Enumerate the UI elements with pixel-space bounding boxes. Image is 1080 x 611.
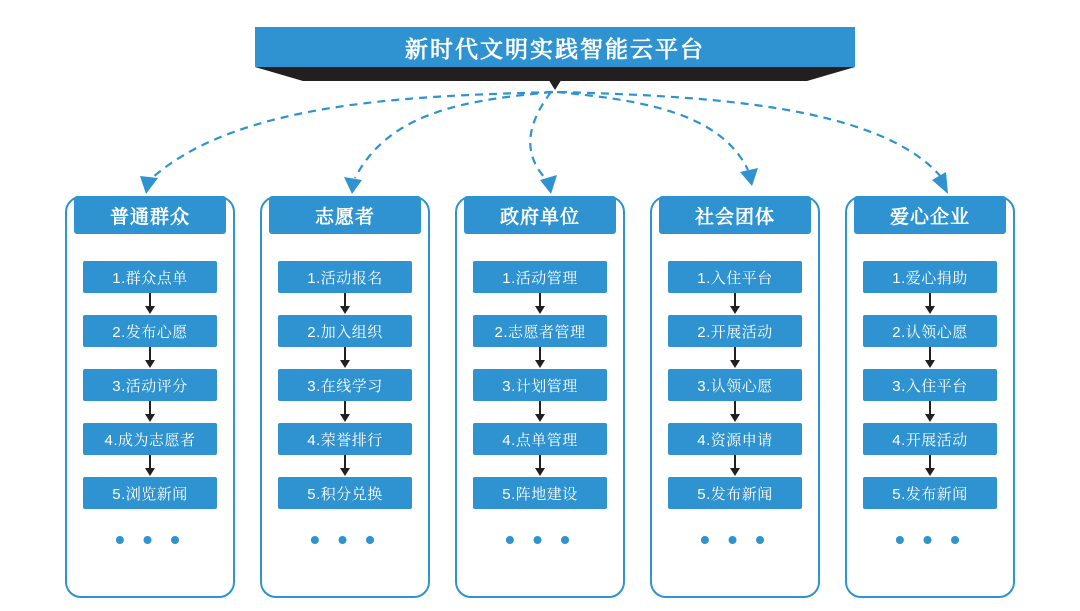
column-item[interactable]: 4.荣誉排行 — [278, 423, 412, 455]
column-item[interactable]: 1.入住平台 — [668, 261, 802, 293]
column-item[interactable]: 1.爱心捐助 — [863, 261, 997, 293]
down-arrow-icon — [925, 455, 935, 477]
banner-shadow-trapezoid — [255, 67, 855, 81]
connector-arrowhead-2 — [344, 177, 362, 194]
column-header[interactable]: 社会团体 — [659, 196, 811, 234]
connector-to-column-3 — [530, 92, 551, 178]
column-header[interactable]: 爱心企业 — [854, 196, 1006, 234]
column-item[interactable]: 3.入住平台 — [863, 369, 997, 401]
column-item[interactable]: 3.活动评分 — [83, 369, 217, 401]
connector-to-column-2 — [355, 92, 552, 178]
down-arrow-icon — [340, 401, 350, 423]
column-item[interactable]: 5.发布新闻 — [668, 477, 802, 509]
connector-arrowhead-1 — [140, 176, 158, 194]
connector-to-column-4 — [557, 92, 748, 170]
role-columns — [0, 196, 1080, 598]
column-item[interactable]: 2.认领心愿 — [863, 315, 997, 347]
down-arrow-icon — [340, 293, 350, 315]
down-arrow-icon — [925, 293, 935, 315]
down-arrow-icon — [730, 293, 740, 315]
column-header[interactable]: 普通群众 — [74, 196, 226, 234]
column-item[interactable]: 3.计划管理 — [473, 369, 607, 401]
down-arrow-icon — [145, 293, 155, 315]
more-items-ellipsis: • • • — [505, 524, 575, 555]
column-item[interactable]: 1.活动报名 — [278, 261, 412, 293]
connector-arrowhead-5 — [932, 172, 948, 194]
column-items — [473, 261, 607, 509]
role-column-普通群众[interactable] — [65, 196, 235, 598]
role-column-政府单位[interactable] — [455, 196, 625, 598]
down-arrow-icon — [925, 401, 935, 423]
column-item[interactable]: 5.浏览新闻 — [83, 477, 217, 509]
down-arrow-icon — [730, 455, 740, 477]
column-item[interactable]: 4.开展活动 — [863, 423, 997, 455]
more-items-ellipsis: • • • — [115, 524, 185, 555]
down-arrow-icon — [535, 347, 545, 369]
column-items — [668, 261, 802, 509]
role-column-志愿者[interactable] — [260, 196, 430, 598]
column-items — [278, 261, 412, 509]
down-arrow-icon — [145, 455, 155, 477]
column-header[interactable]: 政府单位 — [464, 196, 616, 234]
column-item[interactable]: 5.发布新闻 — [863, 477, 997, 509]
page-title: 新时代文明实践智能云平台 — [405, 35, 705, 62]
column-item[interactable]: 4.点单管理 — [473, 423, 607, 455]
column-items — [863, 261, 997, 509]
column-item[interactable]: 1.群众点单 — [83, 261, 217, 293]
down-arrow-icon — [340, 347, 350, 369]
role-column-爱心企业[interactable] — [845, 196, 1015, 598]
column-item[interactable]: 3.认领心愿 — [668, 369, 802, 401]
column-item[interactable]: 4.资源申请 — [668, 423, 802, 455]
column-item[interactable]: 2.开展活动 — [668, 315, 802, 347]
down-arrow-icon — [535, 455, 545, 477]
column-item[interactable]: 2.志愿者管理 — [473, 315, 607, 347]
column-item[interactable]: 5.阵地建设 — [473, 477, 607, 509]
column-header[interactable]: 志愿者 — [269, 196, 421, 234]
down-arrow-icon — [145, 347, 155, 369]
column-item[interactable]: 2.发布心愿 — [83, 315, 217, 347]
down-arrow-icon — [145, 401, 155, 423]
column-item[interactable]: 5.积分兑换 — [278, 477, 412, 509]
platform-title-banner — [255, 27, 855, 67]
role-column-社会团体[interactable] — [650, 196, 820, 598]
down-arrow-icon — [730, 347, 740, 369]
column-item[interactable]: 2.加入组织 — [278, 315, 412, 347]
down-arrow-icon — [535, 293, 545, 315]
connector-to-column-5 — [559, 92, 942, 178]
column-item[interactable]: 1.活动管理 — [473, 261, 607, 293]
more-items-ellipsis: • • • — [310, 524, 380, 555]
more-items-ellipsis: • • • — [700, 524, 770, 555]
column-items — [83, 261, 217, 509]
connector-arrowhead-4 — [740, 168, 758, 186]
down-arrow-icon — [340, 455, 350, 477]
connector-arrowhead-3 — [540, 175, 557, 194]
down-arrow-icon — [730, 401, 740, 423]
down-arrow-icon — [535, 401, 545, 423]
connector-to-column-1 — [152, 92, 553, 178]
down-arrow-icon — [925, 347, 935, 369]
more-items-ellipsis: • • • — [895, 524, 965, 555]
column-item[interactable]: 4.成为志愿者 — [83, 423, 217, 455]
column-item[interactable]: 3.在线学习 — [278, 369, 412, 401]
